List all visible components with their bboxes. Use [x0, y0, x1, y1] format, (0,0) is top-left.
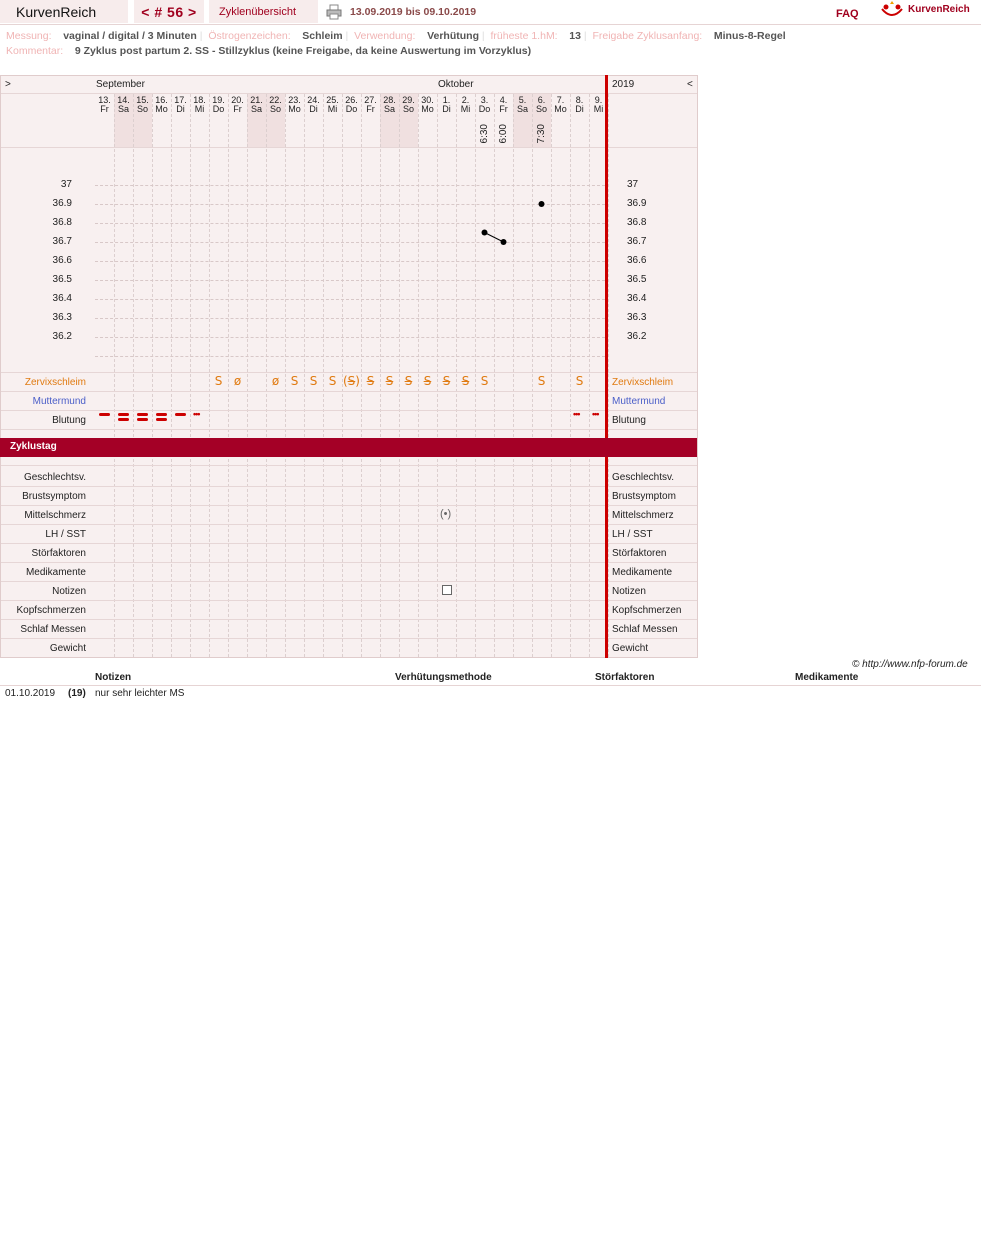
- mucus-symbol[interactable]: ø: [271, 374, 280, 388]
- row-label-muttermund: Muttermund: [32, 396, 86, 407]
- mittelschmerz-icon[interactable]: (•): [440, 508, 452, 520]
- temp-tick-label: 36.3: [627, 312, 647, 323]
- note-text: nur sehr leichter MS: [95, 688, 185, 699]
- mucus-symbol[interactable]: (S̶): [343, 374, 360, 388]
- chart-nav-right[interactable]: <: [687, 79, 693, 90]
- day-date-label: 26. Do: [345, 95, 358, 114]
- day-date-label: 5. Sa: [516, 95, 528, 114]
- row-label-blutung: Blutung: [52, 415, 86, 426]
- day-date-label: 9. Mi: [593, 95, 604, 114]
- day-date-label: 16. Mo: [155, 95, 168, 114]
- faq-link[interactable]: FAQ: [836, 8, 859, 20]
- day-date-label: 30. Mo: [421, 95, 434, 114]
- temp-tick-label: 36.3: [52, 312, 72, 323]
- medication-header: Medikamente: [795, 672, 859, 683]
- meta-line-2: Kommentar: 9 Zyklus post partum 2. SS - Stillzyklus (keine Freigabe, da keine Auswertung im Vorzyklus): [6, 45, 532, 57]
- temp-tick-label: 36.6: [52, 255, 72, 266]
- symptom-row-label: Notizen: [52, 586, 86, 597]
- mucus-symbol[interactable]: S̶: [404, 374, 413, 388]
- temp-tick-label: 36.2: [52, 331, 72, 342]
- temp-point[interactable]: [501, 239, 507, 245]
- day-date-label: 6. So: [535, 95, 547, 114]
- temp-line-segment: [485, 233, 504, 243]
- month-label: September: [96, 79, 145, 90]
- row-label-muttermund: Muttermund: [612, 396, 666, 407]
- symptom-row-label: Störfaktoren: [31, 548, 86, 559]
- cycle-overview-tab[interactable]: Zyklenübersicht: [209, 0, 318, 23]
- temp-tick-label: 36.5: [52, 274, 72, 285]
- symptom-row-label: Kopfschmerzen: [16, 605, 86, 616]
- day-date-label: 1. Di: [442, 95, 451, 114]
- year-label: 2019: [612, 79, 635, 90]
- symptom-row-label: Medikamente: [25, 567, 86, 578]
- day-date-label: 7. Mo: [554, 95, 567, 114]
- symptom-row-label: Medikamente: [612, 567, 673, 578]
- measurement-time: 6:00: [498, 124, 509, 144]
- symptom-row-label: Kopfschmerzen: [612, 605, 682, 616]
- symptom-row-label: Brustsymptom: [22, 491, 86, 502]
- row-label-zervix: Zervixschleim: [612, 377, 674, 388]
- mucus-symbol[interactable]: S̶: [442, 374, 451, 388]
- cycle-day-label: Zyklustag: [10, 441, 57, 452]
- day-date-label: 15. So: [136, 95, 149, 114]
- day-date-label: 22. So: [269, 95, 282, 114]
- mucus-symbol[interactable]: S: [290, 374, 299, 388]
- symptom-row-label: Brustsymptom: [612, 491, 676, 502]
- day-date-label: 13. Fr: [98, 95, 111, 114]
- symptom-row-label: LH / SST: [45, 529, 86, 540]
- spotting-mark[interactable]: •••: [592, 409, 599, 419]
- method-header: Verhütungsmethode: [395, 672, 492, 683]
- chart-nav-left[interactable]: >: [5, 79, 11, 90]
- temp-tick-label: 36.8: [52, 217, 72, 228]
- mucus-symbol[interactable]: S̶: [461, 374, 470, 388]
- symptom-row-label: Gewicht: [612, 643, 649, 654]
- temp-tick-label: 36.4: [627, 293, 647, 304]
- symptom-row-label: Schlaf Messen: [20, 624, 86, 635]
- measurement-time: 7:30: [536, 124, 547, 144]
- mucus-symbol[interactable]: S: [575, 374, 584, 388]
- symptom-row-label: LH / SST: [612, 529, 653, 540]
- day-date-label: 24. Di: [307, 95, 320, 114]
- disruptors-header: Störfaktoren: [595, 672, 655, 683]
- day-date-label: 23. Mo: [288, 95, 301, 114]
- row-label-zervix: Zervixschleim: [24, 377, 86, 388]
- day-date-label: 17. Di: [174, 95, 187, 114]
- symptom-row-label: Gewicht: [49, 643, 86, 654]
- mucus-symbol[interactable]: S: [480, 374, 489, 388]
- day-date-label: 18. Mi: [193, 95, 206, 114]
- meta-line-1: Messung: vaginal / digital / 3 Minuten | Östrogenzeichen: Schleim | Verwendung: Verhütung | früheste 1.hM: 13 | Freigabe Zyklusanfang: Minus-8-Regel: [6, 30, 786, 42]
- symptom-row-label: Geschlechtsv.: [612, 472, 675, 483]
- day-date-label: 19. Do: [212, 95, 225, 114]
- symptom-row-label: Notizen: [612, 586, 646, 597]
- temp-tick-label: 37: [60, 179, 72, 190]
- logo-text[interactable]: KurvenReich: [908, 4, 970, 15]
- day-date-label: 27. Fr: [364, 95, 377, 114]
- day-date-label: 8. Di: [575, 95, 584, 114]
- temp-tick-label: 36.6: [627, 255, 647, 266]
- mucus-symbol[interactable]: S̶: [385, 374, 394, 388]
- mucus-symbol[interactable]: S: [537, 374, 546, 388]
- symptom-row-label: Schlaf Messen: [612, 624, 678, 635]
- day-date-label: 2. Mi: [460, 95, 471, 114]
- date-range: 13.09.2019 bis 09.10.2019: [350, 6, 477, 18]
- mucus-symbol[interactable]: S̶: [366, 374, 375, 388]
- spotting-mark[interactable]: •••: [573, 409, 580, 419]
- temp-tick-label: 36.7: [52, 236, 72, 247]
- temp-tick-label: 36.9: [52, 198, 72, 209]
- symptom-row-label: Mittelschmerz: [612, 510, 674, 521]
- mucus-symbol[interactable]: ø: [233, 374, 242, 388]
- temp-tick-label: 36.9: [627, 198, 647, 209]
- symptom-row-label: Geschlechtsv.: [23, 472, 86, 483]
- day-date-label: 25. Mi: [326, 95, 339, 114]
- temp-tick-label: 36.5: [627, 274, 647, 285]
- symptom-row-label: Mittelschmerz: [24, 510, 86, 521]
- mucus-symbol[interactable]: S̶: [423, 374, 432, 388]
- temp-tick-label: 36.4: [52, 293, 72, 304]
- temp-tick-label: 36.2: [627, 331, 647, 342]
- temp-tick-label: 37: [627, 179, 639, 190]
- note-date: 01.10.2019: [5, 688, 56, 699]
- notes-header: Notizen: [95, 672, 132, 683]
- day-date-label: 4. Fr: [499, 95, 508, 114]
- day-date-label: 20. Fr: [231, 95, 244, 114]
- spotting-mark[interactable]: •••: [193, 409, 200, 419]
- measurement-time: 6:30: [479, 124, 490, 144]
- day-date-label: 28. Sa: [383, 95, 396, 114]
- temp-tick-label: 36.7: [627, 236, 647, 247]
- temp-point[interactable]: [482, 230, 488, 236]
- mucus-symbol[interactable]: S: [214, 374, 223, 388]
- cycle-day-band: [0, 438, 697, 457]
- mucus-symbol[interactable]: S: [309, 374, 318, 388]
- app-title: KurvenReich: [0, 0, 128, 23]
- day-date-label: 3. Do: [478, 95, 491, 114]
- day-date-label: 29. So: [402, 95, 415, 114]
- day-date-label: 14. Sa: [117, 95, 130, 114]
- cycle-navigation[interactable]: < # 56 >: [134, 0, 204, 23]
- symptom-row-label: Störfaktoren: [612, 548, 667, 559]
- temp-point[interactable]: [539, 201, 545, 207]
- note-cycle-day: (19): [68, 688, 86, 699]
- temp-tick-label: 36.8: [627, 217, 647, 228]
- day-date-label: 21. Sa: [250, 95, 263, 114]
- month-label: Oktober: [438, 79, 474, 90]
- copyright[interactable]: © http://www.nfp-forum.de: [852, 659, 968, 670]
- mucus-symbol[interactable]: S: [328, 374, 337, 388]
- row-label-blutung: Blutung: [612, 415, 646, 426]
